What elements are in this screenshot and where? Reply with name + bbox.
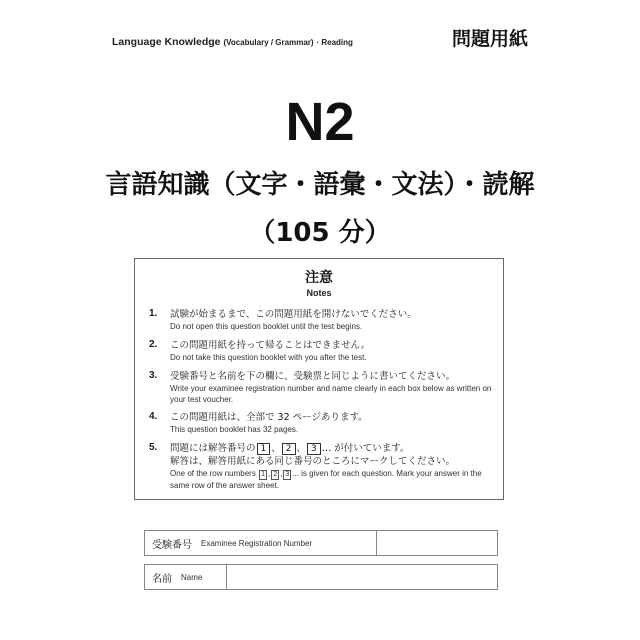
- note-number: 4.: [149, 411, 158, 422]
- notes-box: [134, 258, 504, 500]
- separator: 、: [296, 443, 307, 454]
- note-number: 2.: [149, 339, 158, 350]
- note-number: 1.: [149, 308, 158, 319]
- name-label-jp: 名前: [152, 573, 172, 585]
- section-title: 言語知識（文字・語彙・文法）・読解: [105, 170, 535, 200]
- note-number: 5.: [149, 442, 158, 453]
- note-text-en: Write your examinee registration number and name clearly in each box below as written on your test voucher.: [170, 384, 492, 404]
- header-subject-paren: (Vocabulary / Grammar): [223, 38, 314, 47]
- answer-number-box: 1: [257, 443, 271, 455]
- notes-title: 注意: [305, 270, 333, 286]
- registration-number-label-en: Examinee Registration Number: [201, 538, 313, 548]
- note-text-en: One of the row numbers 1 , 2 , 3 ... is given for each question. Mark your answer in the same row of the answer sheet.: [170, 469, 482, 490]
- note-text-en-post: ... is given for each question. Mark your answer in the same row of the answer sheet.: [170, 469, 482, 490]
- registration-number-field[interactable]: [377, 531, 497, 555]
- answer-number-box: 2: [273, 471, 278, 478]
- note-text-jp-2: 解答は、解答用紙にある同じ番号のところにマークしてください。: [170, 456, 456, 467]
- registration-number-label-jp: 受験番号: [152, 539, 192, 551]
- note-text-jp: [170, 442, 502, 455]
- header-subject-main: Language Knowledge: [112, 36, 221, 48]
- answer-number-box: 3: [307, 443, 321, 455]
- note-text-en: Do not take this question booklet with you after the test.: [170, 353, 367, 362]
- note-text-jp-pre: 問題には解答番号の: [170, 443, 256, 454]
- note-text-jp: 受験番号と名前を下の欄に、受験票と同じように書いてください。: [170, 371, 456, 382]
- header-subject-tail: · Reading: [316, 38, 353, 47]
- duration: （105 分）: [249, 218, 391, 248]
- note-number: 3.: [149, 370, 158, 381]
- note-text-jp-post: … が付いています。: [321, 443, 410, 454]
- separator: 、: [271, 443, 281, 454]
- note-text-en: Do not open this question booklet until the test begins.: [170, 322, 363, 331]
- answer-number-box: 3: [285, 471, 290, 478]
- note-text-jp: この問題用紙を持って帰ることはできません。: [170, 340, 371, 351]
- registration-number-row: [144, 530, 498, 556]
- note-text-jp: この問題用紙は、全部で 32 ページあります。: [170, 412, 368, 423]
- header-subject: [112, 36, 353, 48]
- notes-subtitle: Notes: [306, 288, 332, 298]
- level-heading: N2: [285, 92, 355, 152]
- name-label-en: Name: [181, 572, 203, 582]
- note-text-jp: 試験が始まるまで、この問題用紙を開けないでください。: [170, 309, 417, 320]
- note-text-en-pre: One of the row numbers: [170, 469, 256, 478]
- header-booklet-label: 問題用紙: [452, 28, 529, 50]
- registration-number-label: [145, 531, 312, 555]
- answer-number-box: 2: [282, 443, 296, 455]
- name-label: [145, 565, 202, 589]
- answer-number-box: 1: [261, 471, 265, 478]
- name-field[interactable]: [227, 565, 497, 589]
- note-text-en: This question booklet has 32 pages.: [170, 425, 299, 434]
- name-row: [144, 564, 498, 590]
